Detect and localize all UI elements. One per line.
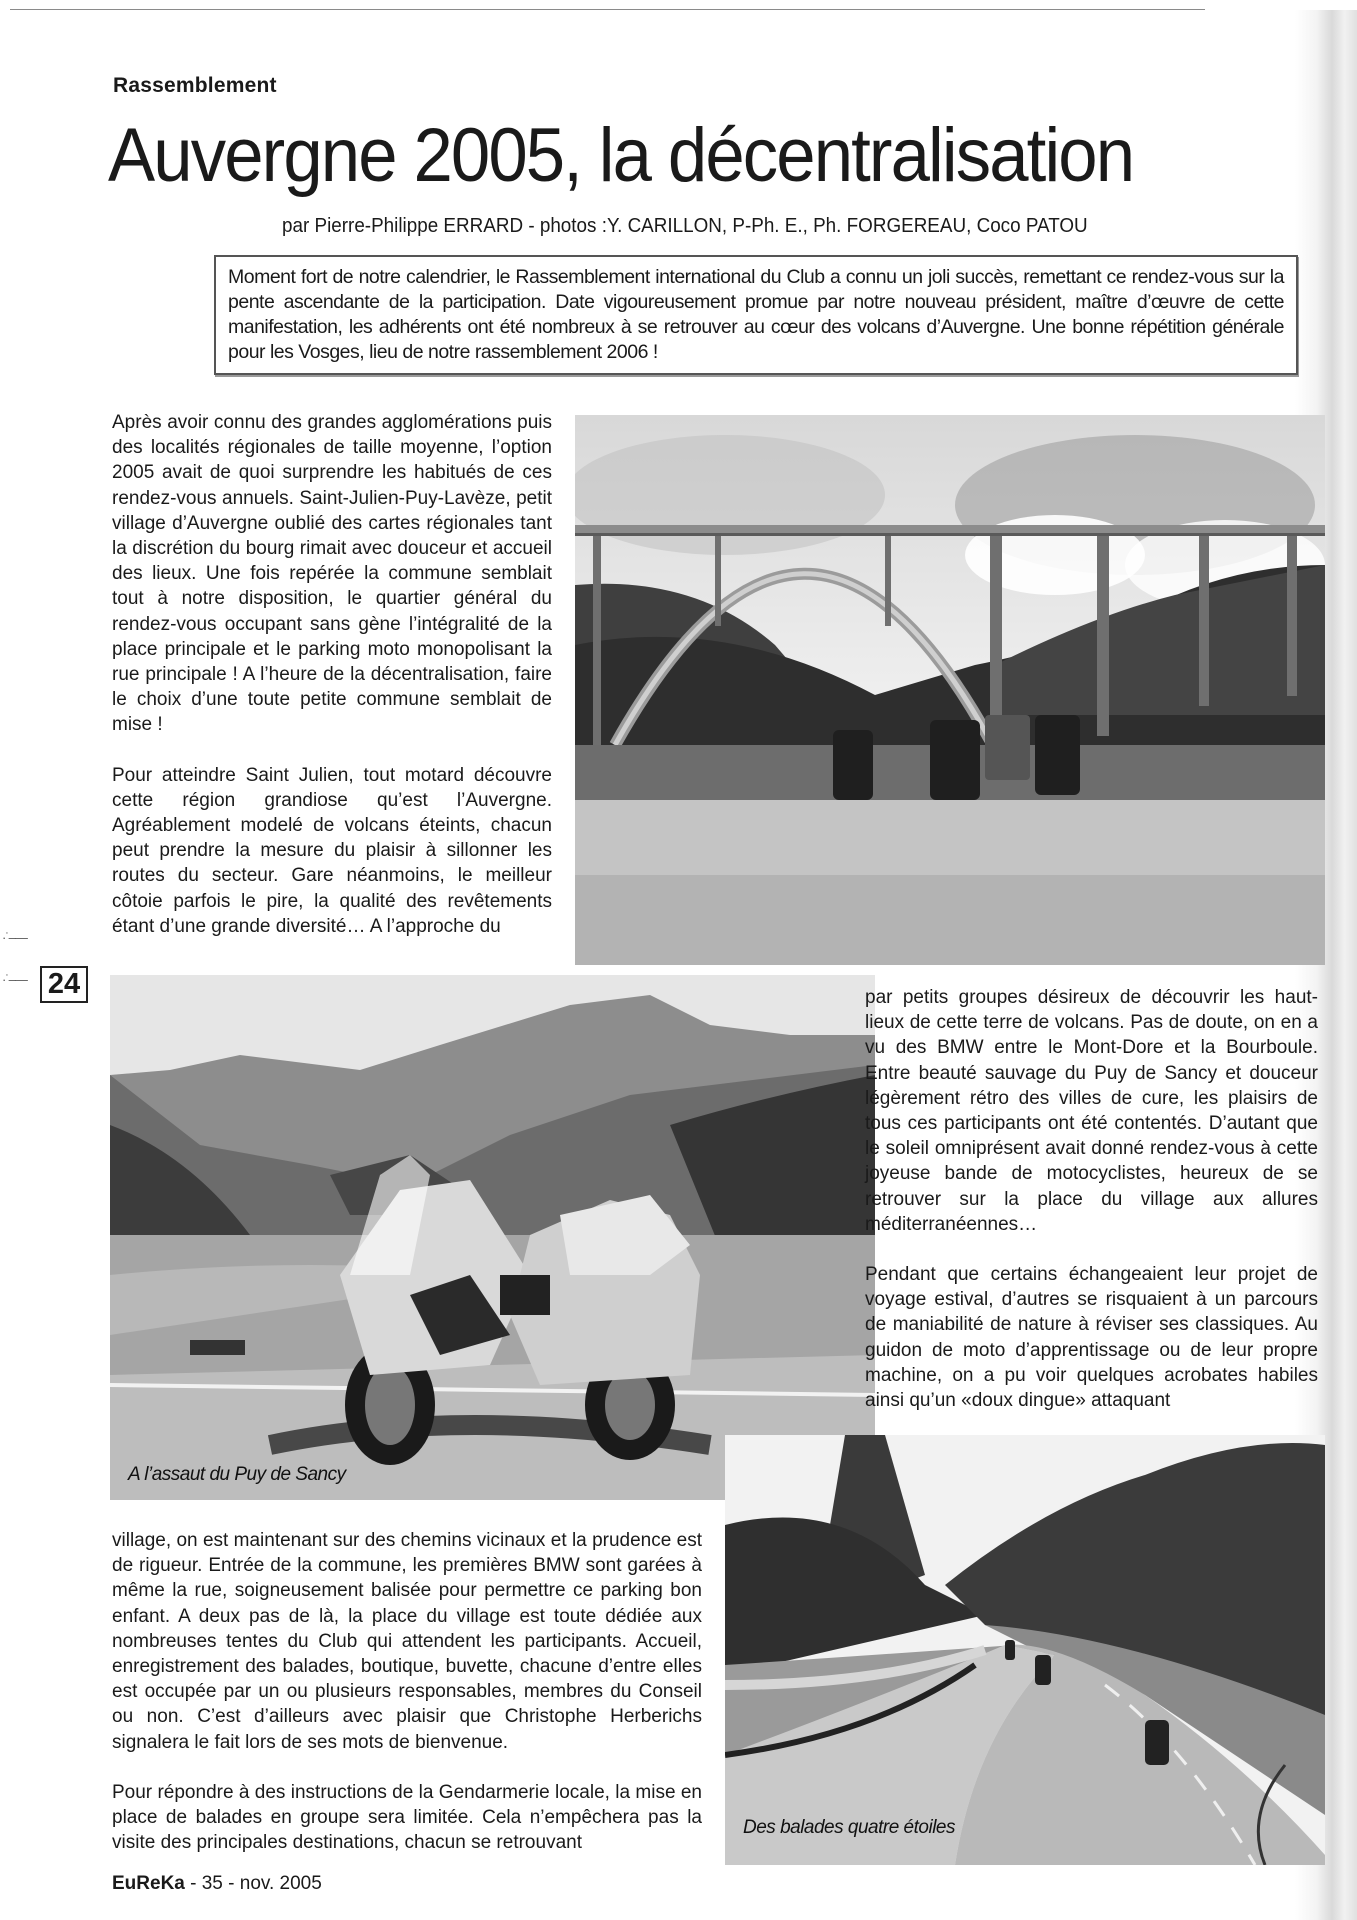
column-bottom-left [112,1528,702,1855]
motorcycle-image [110,975,875,1500]
paragraph: par petits groupes désireux de découvrir les haut-lieux de cette terre de volcans. Pas de doute, on en a vu des BMW entre le Mont-Dore et la Bourboule. Entre beauté sauvage du Puy de Sancy et douceur légèrement rétro des villes de cure, les plaisirs de tous ces participants ont été contentés. D’autant que le soleil omniprésent avait donné rendez-vous à cette joyeuse bande de motocyclistes, heureux de se retrouver sur la place du village aux allures méditerranéennes… [865,987,1318,1235]
top-rule [10,9,1205,10]
page-number: 24 [40,966,88,1003]
paragraph: Pendant que certains échangeaient leur projet de voyage estival, d’autres se risquaient à un parcours de maniabilité de nature à réviser ses classiques. Au guidon de moto d’apprentissage ou de leur propre machine, on a pu voir quelques acrobates habiles ainsi qu’un «doux dingue» attaquant [865,1264,1318,1412]
column-right [865,985,1318,1413]
footer [112,1873,322,1895]
photo-viaduct [575,415,1325,965]
photo-caption: A l’assaut du Puy de Sancy [128,1464,346,1485]
margin-mark: ·˙–— [2,972,27,987]
section-label: Rassemblement [113,74,277,97]
paragraph: Après avoir connu des grandes agglomérations puis des localités régionales de taille moyenne, l’option 2005 avait de quoi surprendre les habitués de ces rendez-vous annuels. Saint-Julien-Puy-Lavèze, petit village d’Auvergne oublié des cartes régionales tant la discrétion du bourg rimait avec douceur et accueil des lieux. Une fois repérée la commune semblait tout à notre disposition, le quartier général du rendez-vous occupant sans gène l’intégralité de la place principale et le parking moto monopolisant la rue principale ! A l’heure de la décentralisation, faire le choix d’une toute petite commune semblait de mise ! [112,412,552,736]
margin-mark: ·˙–— [2,930,27,945]
photo-caption: Des balades quatre étoiles [743,1817,955,1838]
photo-motorcycle [110,975,875,1500]
intro-text: Moment fort de notre calendrier, le Rassemblement international du Club a connu un joli succès, remettant ce rendez-vous sur la pente ascendante de la participation. Date vigoureusement promue par notre nouveau président, maître d’œuvre de cette manifestation, les adhérents ont été nombreux à se retrouver au cœur des volcans d’Auvergne. Une bonne répétition générale pour les Vosges, lieu de notre rassemblement 2006 ! [228,266,1284,363]
column-left [112,410,552,939]
photo-road [725,1435,1325,1865]
issue-number: - 35 - [184,1873,240,1894]
paragraph: Pour atteindre Saint Julien, tout motard découvre cette région grandiose qu’est l’Auvergne. Agréablement modelé de volcans éteints, chacun peut prendre la mesure du plaisir à sillonner les routes du secteur. Gare néanmoins, le meilleur côtoie parfois le pire, la qualité des revêtements étant d’une grande diversité… A l’approche du [112,764,552,937]
article-title: Auvergne 2005, la décentralisation [108,113,1134,198]
paragraph: Pour répondre à des instructions de la Gendarmerie locale, la mise en place de balades en groupe sera limitée. Cela n’empêchera pas la visite des principales destinations, chacun se retrouvant [112,1781,702,1854]
magazine-name: EuReKa [112,1873,185,1894]
issue-date: nov. 2005 [239,1873,322,1894]
intro-box [214,255,1298,375]
viaduct-image [575,415,1325,965]
byline: par Pierre-Philippe ERRARD - photos :Y. CARILLON, P-Ph. E., Ph. FORGEREAU, Coco PATOU [282,214,1088,237]
road-image [725,1435,1325,1865]
paragraph: village, on est maintenant sur des chemins vicinaux et la prudence est de rigueur. Entrée de la commune, les premières BMW sont garées à même la rue, soigneusement balisée pour permettre ce parking bon enfant. A deux pas de là, la place du village est toute dédiée aux nombreuses tentes du Club qui attendent les participants. Accueil, enregistrement des balades, boutique, buvette, chacune d’entre elles est occupée par un ou plusieurs responsables, membres du Conseil ou non. C’est d’ailleurs avec plaisir que Christophe Herberichs signalera le fait lors de ses mots de bienvenue. [112,1530,702,1753]
